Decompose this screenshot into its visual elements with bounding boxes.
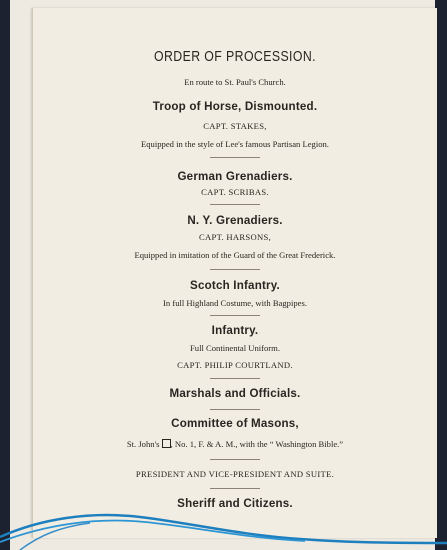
- subtitle: En route to St. Paul's Church.: [184, 77, 286, 87]
- section-line-lee-legion: Equipped in the style of Lee's famous Partisan Legion.: [141, 139, 329, 149]
- divider: [210, 315, 260, 316]
- section-heading-marshals: Marshals and Officials.: [169, 387, 301, 400]
- section-line-continental-uniform: Full Continental Uniform.: [190, 343, 280, 353]
- blue-thread-tassel: [0, 505, 447, 550]
- section-heading-ny-grenadiers: N. Y. Grenadiers.: [187, 214, 283, 227]
- divider: [210, 409, 260, 410]
- divider: [210, 157, 260, 158]
- section-heading-troop-of-horse: Troop of Horse, Dismounted.: [152, 100, 318, 113]
- divider: [210, 488, 260, 489]
- lodge-number-text: No. 1, F. & A. M., with the “ Washington Bible.”: [174, 439, 344, 449]
- page-title: ORDER OF PROCESSION.: [154, 48, 316, 65]
- program-page: [32, 8, 437, 538]
- section-heading-infantry: Infantry.: [211, 324, 259, 337]
- section-line-highland-costume: In full Highland Costume, with Bagpipes.: [163, 298, 307, 308]
- section-line-frederick-guard: Equipped in imitation of the Guard of the Great Frederick.: [134, 250, 336, 260]
- divider: [210, 204, 260, 205]
- divider: [210, 378, 260, 379]
- lodge-square-symbol: [162, 439, 171, 448]
- section-heading-sheriff: Sheriff and Citizens.: [177, 497, 293, 510]
- section-line-washington-bible: St. John's , No. 1, F. & A. M., with the “ Washington Bible.”: [126, 439, 344, 449]
- section-line-capt-courtland: CAPT. PHILIP COURTLAND.: [177, 360, 293, 370]
- section-line-capt-harsons: CAPT. HARSONS,: [198, 232, 272, 242]
- section-line-capt-scribas: CAPT. SCRIBAS.: [201, 187, 269, 197]
- st-johns-text: St. John's: [126, 439, 160, 449]
- section-heading-scotch-infantry: Scotch Infantry.: [190, 279, 280, 292]
- section-line-president-suite: PRESIDENT AND VICE-PRESIDENT AND SUITE.: [135, 469, 335, 479]
- divider: [210, 269, 260, 270]
- section-line-capt-stakes: CAPT. STAKES,: [203, 121, 267, 131]
- section-heading-german-grenadiers: German Grenadiers.: [177, 170, 293, 183]
- section-heading-masons: Committee of Masons,: [171, 417, 299, 430]
- divider: [210, 459, 260, 460]
